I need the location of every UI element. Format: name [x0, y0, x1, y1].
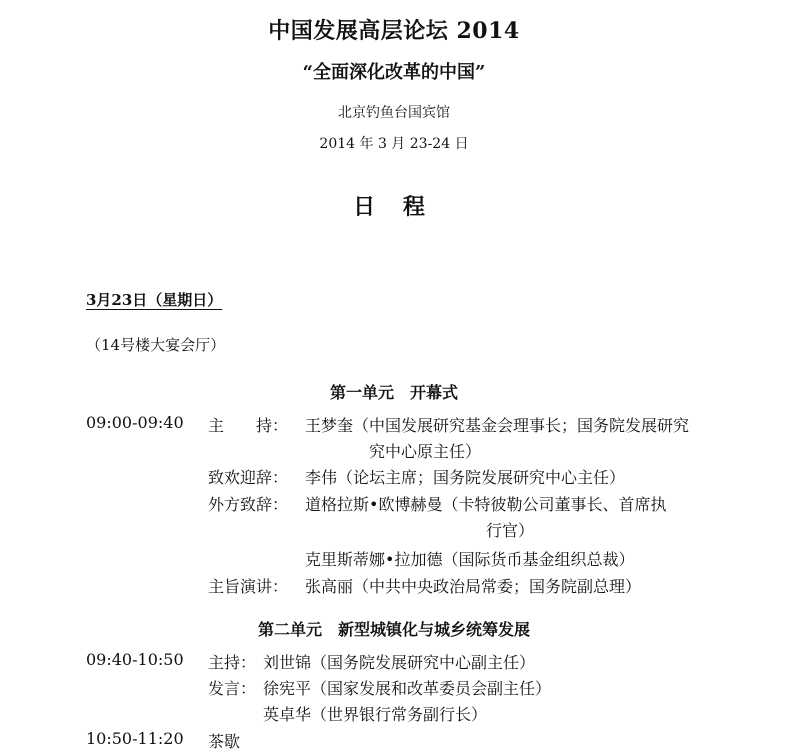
speech-label: 发言：	[208, 679, 257, 698]
session-2-title: 第二单元 新型城镇化与城乡统筹发展	[257, 620, 530, 639]
forum-theme: “全面深化改革的中国”	[302, 62, 486, 83]
chair-person: 王梦奎（中国发展研究基金会理事长；国务院发展研究	[305, 416, 690, 435]
break-time: 10:50-11:20	[86, 729, 184, 748]
foreign-speaker-1-continued: 行官）	[486, 521, 535, 540]
chair-person-continued: 究中心原主任）	[369, 442, 482, 461]
welcome-speaker: 李伟（论坛主席；国务院发展研究中心主任）	[305, 468, 626, 487]
foreign-remarks-label: 外方致辞：	[208, 495, 289, 514]
session-2-time: 09:40-10:50	[86, 650, 184, 669]
day-heading: 3月23日（星期日）	[86, 291, 223, 309]
chair-label-2: 主持：	[208, 653, 257, 672]
session-1-time: 09:00-09:40	[86, 413, 184, 432]
session-1-title: 第一单元 开幕式	[329, 383, 458, 402]
break-label: 茶歇	[208, 732, 241, 751]
venue: 北京钓鱼台国宾馆	[338, 105, 450, 121]
forum-title: 中国发展高层论坛 2014	[268, 18, 520, 44]
event-dates: 2014 年 3 月 23-24 日	[319, 136, 469, 152]
schedule-heading: 日 程	[353, 194, 435, 220]
welcome-label: 致欢迎辞：	[208, 468, 289, 487]
chair-person-2: 刘世锦（国务院发展研究中心副主任）	[263, 653, 536, 672]
speaker-2: 英卓华（世界银行常务副行长）	[263, 705, 488, 724]
chair-label: 主 持：	[208, 416, 289, 435]
room-location: （14号楼大宴会厅）	[86, 336, 226, 354]
foreign-speaker-2: 克里斯蒂娜•拉加德（国际货币基金组织总裁）	[305, 550, 635, 569]
keynote-label: 主旨演讲：	[208, 577, 289, 596]
foreign-speaker-1: 道格拉斯•欧博赫曼（卡特彼勒公司董事长、首席执	[305, 495, 667, 514]
keynote-speaker: 张高丽（中共中央政治局常委；国务院副总理）	[305, 577, 642, 596]
speaker-1: 徐宪平（国家发展和改革委员会副主任）	[263, 679, 552, 698]
